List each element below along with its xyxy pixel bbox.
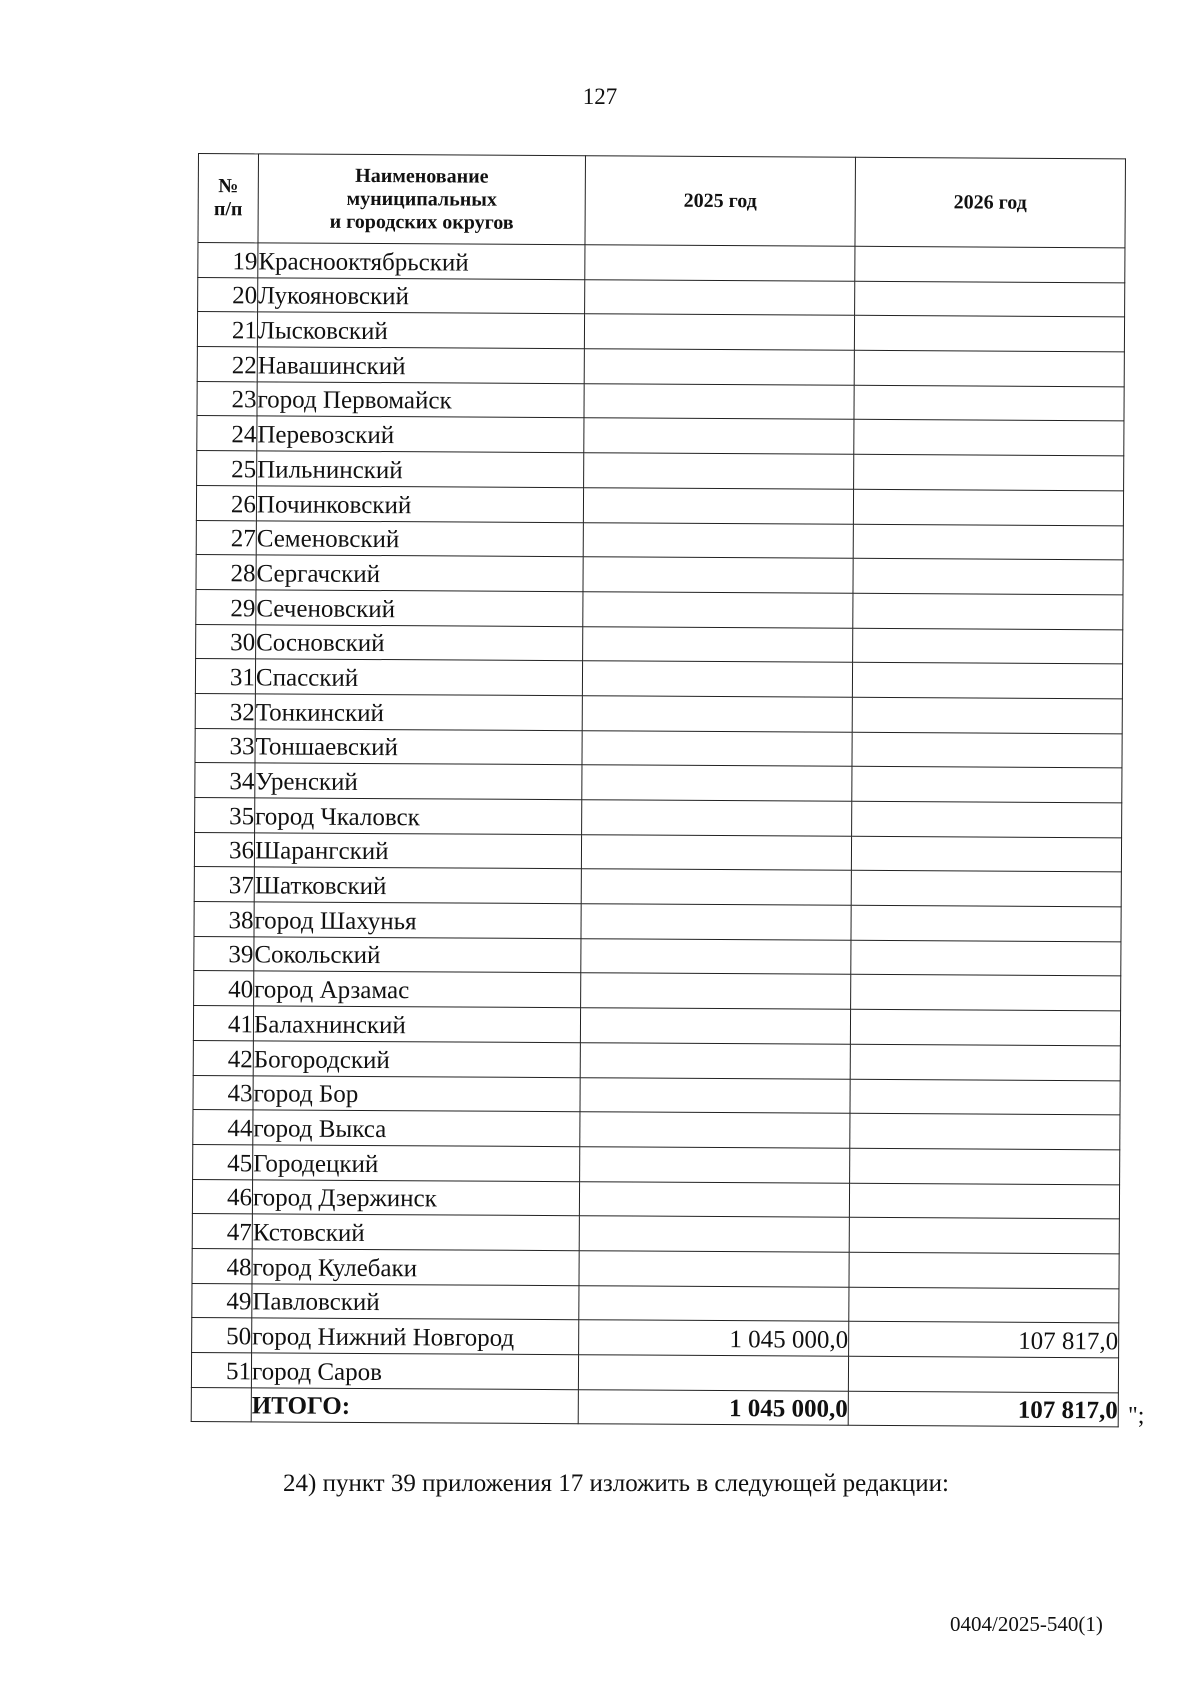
row-name: Пильнинский <box>257 451 584 488</box>
row-value-2026 <box>850 1113 1120 1149</box>
row-name: Краснооктябрьский <box>258 243 585 280</box>
row-number: 45 <box>193 1144 253 1179</box>
row-value-2025 <box>583 488 853 524</box>
row-number: 29 <box>196 589 256 624</box>
row-value-2025 <box>580 1008 850 1044</box>
row-name: город Саров <box>251 1353 578 1390</box>
row-value-2026 <box>850 1079 1120 1115</box>
row-number: 22 <box>197 347 257 382</box>
row-name: Семеновский <box>256 520 583 557</box>
table-row <box>191 1352 1118 1392</box>
row-value-2026 <box>853 628 1123 664</box>
row-number: 46 <box>192 1179 252 1214</box>
row-value-2026 <box>850 1009 1120 1045</box>
row-number: 25 <box>197 451 257 486</box>
table-row <box>197 416 1124 456</box>
row-value-2025: 1 045 000,0 <box>579 1320 849 1356</box>
row-value-2025 <box>585 245 855 281</box>
total-label: ИТОГО: <box>251 1388 578 1425</box>
row-value-2026 <box>850 1148 1120 1184</box>
row-number: 50 <box>192 1318 252 1353</box>
row-number: 51 <box>191 1352 251 1387</box>
row-number: 32 <box>195 693 255 728</box>
row-number: 28 <box>196 555 256 590</box>
row-value-2026 <box>855 246 1125 282</box>
row-value-2026 <box>853 489 1123 525</box>
row-value-2026 <box>849 1252 1119 1288</box>
row-number: 39 <box>194 936 254 971</box>
total-row <box>191 1387 1118 1427</box>
row-value-2026 <box>851 871 1121 907</box>
row-name: Спасский <box>255 659 582 696</box>
row-name: Лукояновский <box>258 278 585 315</box>
row-value-2025 <box>580 1077 850 1113</box>
row-name: город Дзержинск <box>252 1179 579 1216</box>
row-name: город Нижний Новгород <box>252 1318 579 1355</box>
row-value-2026 <box>851 940 1121 976</box>
row-name: Сосновский <box>256 624 583 661</box>
row-number: 44 <box>193 1110 253 1145</box>
row-number: 19 <box>198 243 258 278</box>
row-value-2025 <box>582 730 852 766</box>
header-year-2025: 2025 год <box>585 156 856 247</box>
document-code: 0404/2025-540(1) <box>950 1612 1103 1636</box>
row-value-2025 <box>579 1181 849 1217</box>
row-value-2026 <box>854 420 1124 456</box>
table-row <box>197 312 1124 352</box>
row-value-2025 <box>582 661 852 697</box>
row-value-2025 <box>579 1216 849 1252</box>
table-row <box>193 1040 1120 1080</box>
row-name: город Первомайск <box>257 382 584 419</box>
table-row <box>195 728 1122 768</box>
table-row <box>197 347 1124 387</box>
header-num-line: п/п <box>213 198 243 221</box>
row-value-2026 <box>849 1287 1119 1323</box>
row-value-2025 <box>580 1147 850 1183</box>
row-value-2026 <box>848 1356 1118 1392</box>
table-row <box>193 1075 1120 1115</box>
instruction-paragraph: 24) пункт 39 приложения 17 изложить в следующей редакции: <box>283 1470 949 1497</box>
row-name: город Чкаловск <box>255 798 582 835</box>
table-row <box>192 1283 1119 1323</box>
row-value-2025 <box>583 626 853 662</box>
page-number: 127 <box>582 84 618 109</box>
row-value-2026 <box>849 1183 1119 1219</box>
row-value-2026 <box>855 281 1125 317</box>
row-name: Перевозский <box>257 416 584 453</box>
budget-table <box>191 153 1126 1428</box>
row-number: 26 <box>196 485 256 520</box>
row-value-2025 <box>580 1043 850 1079</box>
row-name: город Бор <box>253 1075 580 1112</box>
row-name: Шатковский <box>254 867 581 904</box>
row-number: 40 <box>194 971 254 1006</box>
table-row <box>196 624 1123 664</box>
row-name: Починковский <box>256 486 583 523</box>
row-name: Тонкинский <box>255 694 582 731</box>
row-value-2025 <box>584 418 854 454</box>
row-name: город Арзамас <box>254 971 581 1008</box>
row-number: 30 <box>196 624 256 659</box>
row-value-2026 <box>852 767 1122 803</box>
row-number: 27 <box>196 520 256 555</box>
row-name: Сеченовский <box>256 590 583 627</box>
row-name: Уренский <box>255 763 582 800</box>
table-row <box>192 1248 1119 1288</box>
row-number: 24 <box>197 416 257 451</box>
row-value-2025 <box>584 314 854 350</box>
table-row <box>198 277 1125 317</box>
table-row <box>198 243 1125 283</box>
total-2026: 107 817,0 <box>848 1391 1118 1427</box>
table-row <box>193 1110 1120 1150</box>
row-value-2026 <box>852 801 1122 837</box>
table-header-row <box>198 154 1125 248</box>
row-number: 33 <box>195 728 255 763</box>
row-value-2025 <box>581 973 851 1009</box>
row-value-2026 <box>852 663 1122 699</box>
table-row <box>194 832 1121 872</box>
row-number: 49 <box>192 1283 252 1318</box>
row-number: 31 <box>195 659 255 694</box>
row-number: 34 <box>195 763 255 798</box>
table-row <box>193 1144 1120 1184</box>
row-value-2025 <box>580 1112 850 1148</box>
row-value-2025 <box>584 453 854 489</box>
row-name: Сокольский <box>254 937 581 974</box>
row-name: Балахнинский <box>253 1006 580 1043</box>
total-num-cell <box>191 1387 251 1422</box>
header-name-line: муниципальных <box>346 187 497 211</box>
row-name: город Кулебаки <box>252 1249 579 1286</box>
row-value-2025 <box>583 557 853 593</box>
row-value-2025 <box>581 869 851 905</box>
row-name: Богородский <box>253 1041 580 1078</box>
row-number: 36 <box>194 832 254 867</box>
row-value-2026 <box>851 905 1121 941</box>
row-name: Лысковский <box>257 312 584 349</box>
table-row <box>194 902 1121 942</box>
row-value-2025 <box>581 904 851 940</box>
row-value-2026 <box>850 1044 1120 1080</box>
table-row <box>194 971 1121 1011</box>
table-row <box>197 381 1124 421</box>
row-name: Тоншаевский <box>255 728 582 765</box>
row-number: 47 <box>192 1214 252 1249</box>
row-name: Кстовский <box>252 1214 579 1251</box>
table-row <box>195 797 1122 837</box>
row-name: город Шахунья <box>254 902 581 939</box>
row-value-2026 <box>851 836 1121 872</box>
row-name: Навашинский <box>257 347 584 384</box>
row-value-2025 <box>581 938 851 974</box>
row-value-2025 <box>582 800 852 836</box>
row-number: 38 <box>194 902 254 937</box>
row-value-2025 <box>584 383 854 419</box>
header-name <box>258 154 586 245</box>
table-row <box>192 1214 1119 1254</box>
row-name: Шарангский <box>254 833 581 870</box>
row-value-2026 <box>852 697 1122 733</box>
closing-quote-mark: "; <box>1128 1403 1145 1429</box>
header-name-line: и городских округов <box>329 210 514 234</box>
row-value-2026 <box>851 975 1121 1011</box>
table-row <box>195 763 1122 803</box>
row-value-2026 <box>854 350 1124 386</box>
row-number: 23 <box>197 381 257 416</box>
table-row <box>196 485 1123 525</box>
row-name: Сергачский <box>256 555 583 592</box>
row-number: 48 <box>192 1248 252 1283</box>
row-number: 21 <box>197 312 257 347</box>
total-2025: 1 045 000,0 <box>578 1389 848 1425</box>
row-number: 20 <box>198 277 258 312</box>
row-name: Павловский <box>252 1283 579 1320</box>
row-value-2025 <box>584 349 854 385</box>
table-row <box>195 693 1122 733</box>
table-row <box>195 659 1122 699</box>
table-row <box>193 1006 1120 1046</box>
row-value-2025 <box>582 696 852 732</box>
header-year-2026: 2026 год <box>855 157 1126 248</box>
header-num-line: № <box>218 175 239 198</box>
row-value-2026 <box>852 732 1122 768</box>
row-value-2025 <box>579 1285 849 1321</box>
row-value-2025 <box>583 522 853 558</box>
row-value-2025 <box>582 765 852 801</box>
row-number: 42 <box>193 1040 253 1075</box>
row-value-2026 <box>849 1218 1119 1254</box>
row-value-2026 <box>853 558 1123 594</box>
table-row <box>197 451 1124 491</box>
header-num <box>198 154 259 243</box>
row-value-2025 <box>579 1251 849 1287</box>
table-row <box>196 589 1123 629</box>
table-row <box>194 936 1121 976</box>
row-value-2026 <box>854 316 1124 352</box>
table-row <box>196 520 1123 560</box>
row-value-2026 <box>854 385 1124 421</box>
row-value-2026: 107 817,0 <box>849 1322 1119 1358</box>
row-value-2025 <box>583 592 853 628</box>
row-value-2025 <box>585 279 855 315</box>
row-number: 35 <box>195 797 255 832</box>
row-value-2026 <box>853 593 1123 629</box>
table-row <box>196 555 1123 595</box>
row-number: 37 <box>194 867 254 902</box>
row-value-2025 <box>581 834 851 870</box>
row-name: Городецкий <box>253 1145 580 1182</box>
row-value-2026 <box>853 524 1123 560</box>
row-number: 43 <box>193 1075 253 1110</box>
row-number: 41 <box>193 1006 253 1041</box>
row-value-2025 <box>578 1355 848 1391</box>
row-value-2026 <box>854 454 1124 490</box>
table-row <box>194 867 1121 907</box>
table-row <box>192 1179 1119 1219</box>
header-name-line: Наименование <box>355 164 489 188</box>
row-name: город Выкса <box>253 1110 580 1147</box>
table-row <box>192 1318 1119 1358</box>
